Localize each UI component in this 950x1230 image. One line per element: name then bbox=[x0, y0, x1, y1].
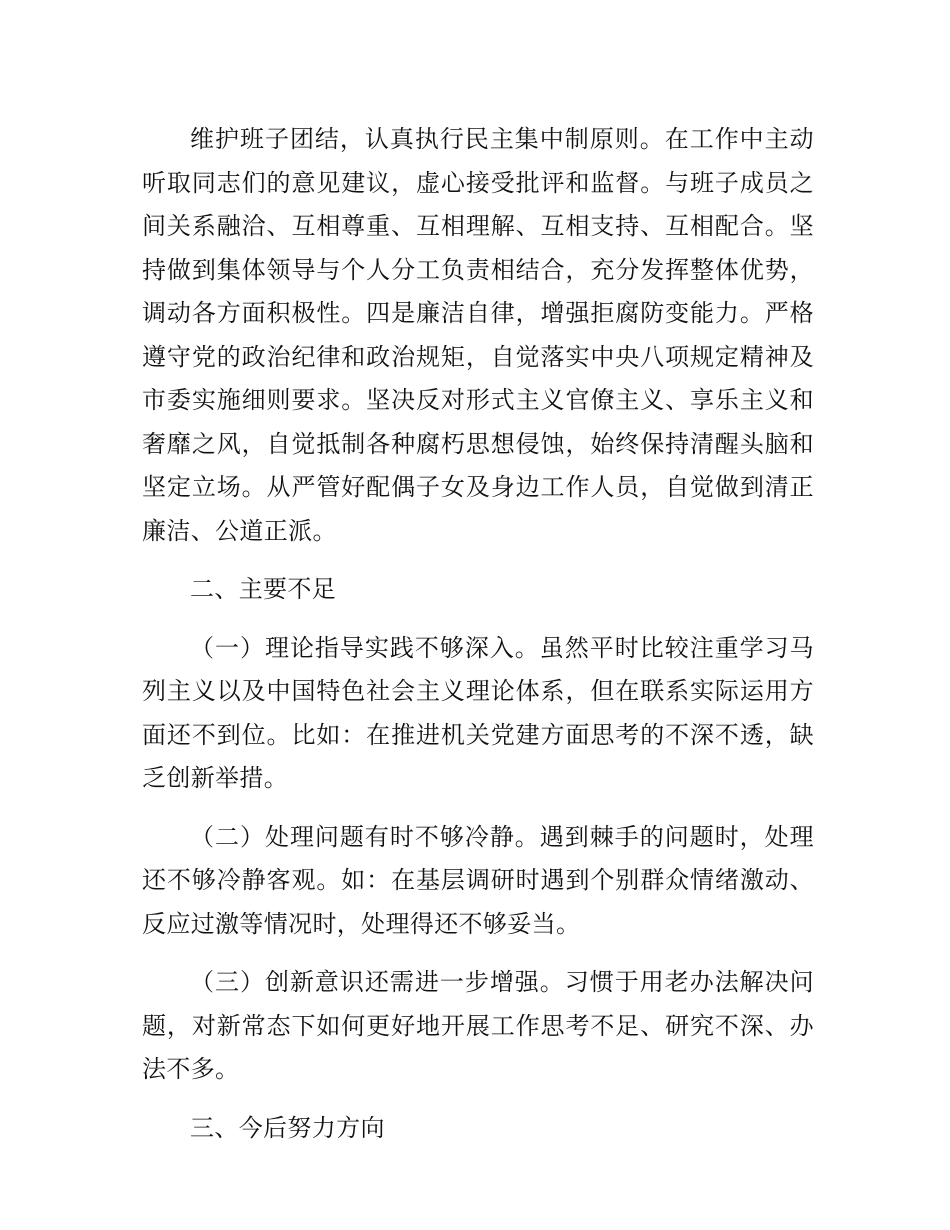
paragraph-integrity: 维护班子团结，认真执行民主集中制原则。在工作中主动听取同志们的意见建议，虚心接受批评和监督。与班子成员之间关系融洽、互相尊重、互相理解、互相支持、互相配合。坚持做到集体领导与个人分工负责相结合，充分发挥整体优势，调动各方面积极性。四是廉洁自律，增强拒腐防变能力。严格遵守党的政治纪律和政治规矩，自觉落实中央八项规定精神及市委实施细则要求。坚决反对形式主义官僚主义、享乐主义和奢靡之风，自觉抵制各种腐朽思想侵蚀，始终保持清醒头脑和坚定立场。从严管好配偶子女及身边工作人员，自觉做到清正廉洁、公道正派。 bbox=[142, 125, 814, 545]
paragraph-theory-practice: （一）理论指导实践不够深入。虽然平时比较注重学习马列主义以及中国特色社会主义理论体系，但在联系实际运用方面还不到位。比如：在推进机关党建方面思考的不深不透，缺乏创新举措。 bbox=[142, 633, 814, 792]
section-heading-shortcomings: 二、主要不足 bbox=[190, 575, 337, 603]
section-heading-future-direction: 三、今后努力方向 bbox=[190, 1113, 385, 1142]
paragraph-handling-problems: （二）处理问题有时不够冷静。遇到棘手的问题时，处理还不够冷静客观。如：在基层调研时遇到个别群众情绪激动、反应过激等情况时，处理得还不够妥当。 bbox=[142, 822, 814, 938]
paragraph-innovation: （三）创新意识还需进一步增强。习惯于用老办法解决问题，对新常态下如何更好地开展工作思考不足、研究不深、办法不多。 bbox=[142, 968, 814, 1083]
document-body bbox=[142, 118, 814, 1165]
